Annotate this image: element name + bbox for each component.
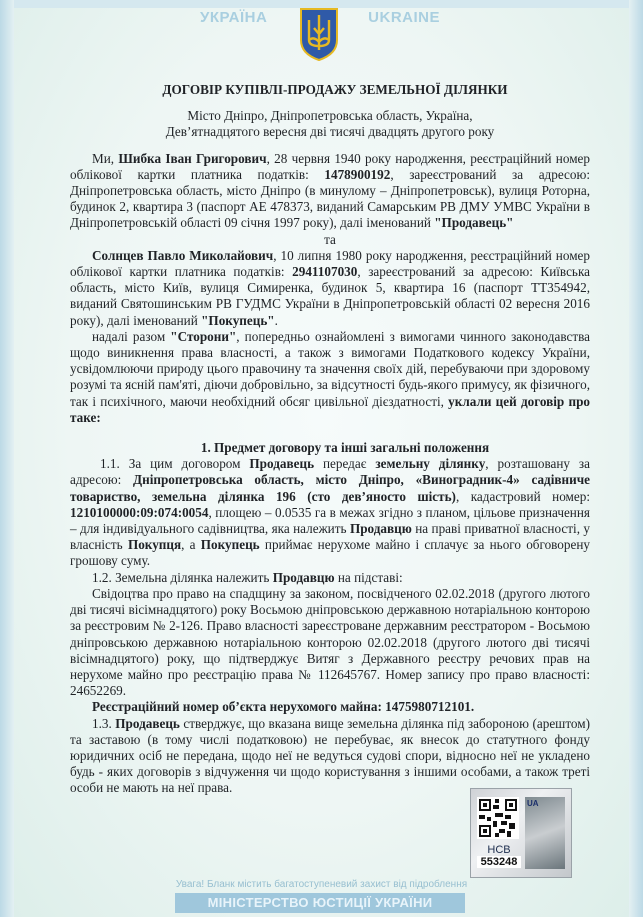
registration-number — [70, 699, 590, 715]
clause-1-2-seller: Продавцю — [272, 569, 335, 585]
parties-text-1: надалі разом — [92, 328, 171, 344]
parties-paragraph — [70, 329, 590, 426]
left-border — [0, 0, 14, 917]
clause-1-1-address: Дніпропетровська область, місто Дніпро, «Виноградник-4» садівниче товариство, земельна ділянка 196 (сто дев’яносто шість) — [70, 472, 590, 504]
seller-text-1: , 28 червня 1940 року народження, реєстраційний номер облікової картки платника податків: — [70, 150, 590, 182]
header-ukraine-ua: УКРАЇНА — [200, 9, 268, 26]
clause-1-1-text-7: , а — [181, 537, 201, 553]
clause-1-1-text-5: , площею – 0.0535 га в межах згідно з планом, цільове призначення – для індивідуального садівництва, яка належить — [70, 504, 590, 537]
clause-1-3-seller: Продавець — [115, 715, 180, 731]
hologram-number: 553248 — [477, 856, 521, 868]
clause-1-1-buyer: Покупця — [127, 537, 182, 553]
clause-1-1-seller-2: Продавцю — [349, 521, 412, 537]
parties-sides: "Сторони" — [170, 328, 237, 344]
clause-1-3-text-2: стверджує, що вказана вище земельна ділянка під забороною (арештом) та заставою (в тому числі податковою) не перебуває, як внесок до статутного фонду юридичних осіб не передана, щодо неї не ведуться судові спори, відносно неї не укладено будь - яких договорів з відчуження чи щодо користування з іншими особами, а також треті особи не мають на неї права. — [70, 715, 590, 796]
document-title: ДОГОВІР КУПІВЛІ-ПРОДАЖУ ЗЕМЕЛЬНОЇ ДІЛЯНКИ — [162, 82, 508, 97]
clause-1-3-text-1: 1.3. — [92, 715, 116, 731]
buyer-role: "Покупець" — [201, 312, 275, 328]
buyer-text-3: . — [274, 312, 278, 328]
buyer-text-2: , зареєстрований за адресою: Київська область, місто Київ, вулиця Симиренка, будинок 5, квартира 16 (паспорт ТТ354942, виданий Святошинським РВ ГУДМС України в Дніпропетровській області 02 вересня 2016 року), далі іменований — [70, 264, 590, 328]
registration-number-text: Реєстраційний номер об’єкта нерухомого майна: 1475980712101. — [92, 699, 475, 715]
seller-pre: Ми, — [92, 150, 119, 166]
buyer-paragraph — [70, 248, 590, 329]
section-1-title: 1. Предмет договору та інші загальні положення — [200, 440, 490, 456]
date-line: Дев’ятнадцятого вересня дві тисячі двадцять другого року — [165, 124, 495, 140]
hologram-serial — [477, 844, 521, 868]
clause-1-2-text-2: на підставі: — [334, 569, 403, 585]
clause-1-3 — [70, 716, 590, 797]
cadastral-number: 1210100000:09:074:0054 — [70, 504, 209, 520]
seller-name: Шибка Іван Григорович — [118, 150, 267, 166]
clause-1-1-text-3: , розташовану за адресою: — [70, 456, 590, 488]
seller-paragraph — [70, 151, 590, 232]
clause-1-1-seller: Продавець — [249, 456, 315, 472]
clause-1-1-plot: земельну ділянку — [375, 456, 486, 472]
hologram-series: НСВ — [487, 844, 511, 856]
hologram-ua-label: UA — [527, 799, 539, 808]
parties-agreement: уклали цей договір про таке: — [70, 393, 591, 425]
clause-1-1-text-8: приймає нерухоме майно і сплачує за нього обговорену грошову суму. — [70, 537, 591, 569]
parties-text-2: , попередньо ознайомлені з вимогами чинного законодавства щодо виникнення права власності, а також з вимогами Податкового кодексу України, усвідомлюючи природу цього правочину та значення своїх дій, перебуваючи при здоровому розумі та ясній пам'яті, діючи добровільно, за відсутності будь-якого примусу, як фізичного, так і психічного, маючи необхідний обсяг цивільної дієздатності, — [70, 328, 590, 409]
clause-1-1-text-4: , кадастровий номер: — [455, 488, 590, 504]
clause-1-1 — [70, 456, 590, 569]
clause-1-2-text-1: 1.2. Земельна ділянка належить — [92, 569, 273, 585]
buyer-text-1: , 10 липня 1980 року народження, реєстраційний номер облікової картки платника податків: — [70, 247, 590, 280]
ministry-label: МІНІСТЕРСТВО ЮСТИЦІЇ УКРАЇНИ — [175, 893, 465, 913]
right-border — [629, 0, 643, 917]
security-hologram — [470, 788, 572, 878]
inheritance-certificate: Свідоцтва про право на спадщину за законом, посвідченого 02.02.2018 (другого лютого дві тисячі вісімнадцятого) року Восьмою дніпровською державною нотаріальною конторою за реєстровим № 2-126. Право власності зареєстроване державним реєстратором - Восьмою дніпровською державною нотаріальною конторою 02.02.2018 (другого лютого дві тисячі вісімнадцятого) року, що підтверджує Витяг з Державного реєстру речових прав на нерухоме майно про реєстрацію права № 112645767. Номер запису про право власності: 24652269. — [70, 585, 590, 699]
security-warning: Увага! Бланк містить багатоступеневий захист від підроблення — [175, 879, 468, 890]
clause-1-1-text-1: 1.1. За цим договором — [100, 456, 250, 472]
header-ukraine-en: UKRAINE — [368, 9, 440, 26]
qr-code-icon — [477, 797, 519, 839]
clause-1-1-buyer-2: Покупець — [200, 537, 260, 553]
seller-tax-number: 1478900192 — [324, 166, 391, 182]
clause-1-1-text-6: на праві приватної власності, у власність — [70, 521, 590, 553]
place-line: Місто Дніпро, Дніпропетровська область, Україна, — [187, 108, 473, 124]
contract-body — [70, 82, 590, 797]
clause-1-1-text-2: передає — [314, 456, 376, 472]
buyer-tax-number: 2941107030 — [292, 264, 358, 280]
seller-role: "Продавець" — [434, 215, 514, 231]
clause-1-2 — [70, 570, 590, 586]
coat-of-arms-icon — [298, 6, 340, 62]
seller-text-2: , зареєстрований за адресою: Дніпропетровська область, місто Дніпро (в минулому – Дніпропетровськ), вулиця Роторна, будинок 2, квартира 3 (паспорт АЕ 478373, виданий Самарським РВ ДМУ УМВС України в Дніпропетровській області 09 січня 1997 року), далі іменований — [70, 166, 590, 231]
and-line: та — [324, 231, 336, 247]
buyer-name: Солнцев Павло Миколайович — [92, 247, 274, 263]
